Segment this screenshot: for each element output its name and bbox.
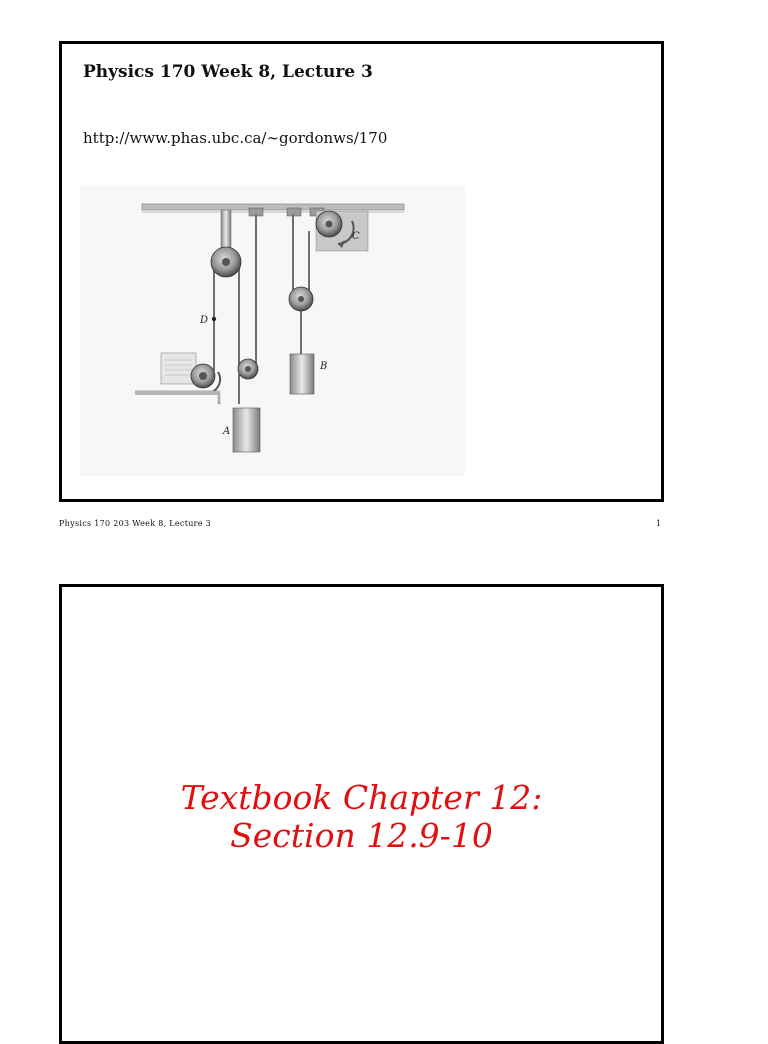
slide-title: Physics 170 Week 8, Lecture 3 (83, 62, 373, 82)
heading-line-1: Textbook Chapter 12: (180, 778, 543, 817)
block-b (290, 354, 314, 394)
label-c: C (352, 231, 360, 242)
label-d: D (200, 315, 209, 326)
label-a: A (223, 426, 231, 437)
slide-1 (59, 41, 664, 502)
pulley-system-figure (80, 186, 465, 476)
motor (161, 353, 196, 384)
page-number: 1 (656, 519, 662, 528)
heading-line-2: Section 12.9-10 (230, 816, 493, 855)
slide-2 (59, 584, 664, 1044)
pulley-diagram (80, 186, 465, 476)
ceiling (142, 204, 404, 210)
page-footer: Physics 170 203 Week 8, Lecture 3 (59, 519, 212, 528)
block-a (233, 408, 260, 452)
section-heading (62, 779, 661, 855)
label-b: B (320, 361, 328, 372)
course-url: http://www.phas.ubc.ca/∼gordonws/170 (83, 129, 388, 147)
